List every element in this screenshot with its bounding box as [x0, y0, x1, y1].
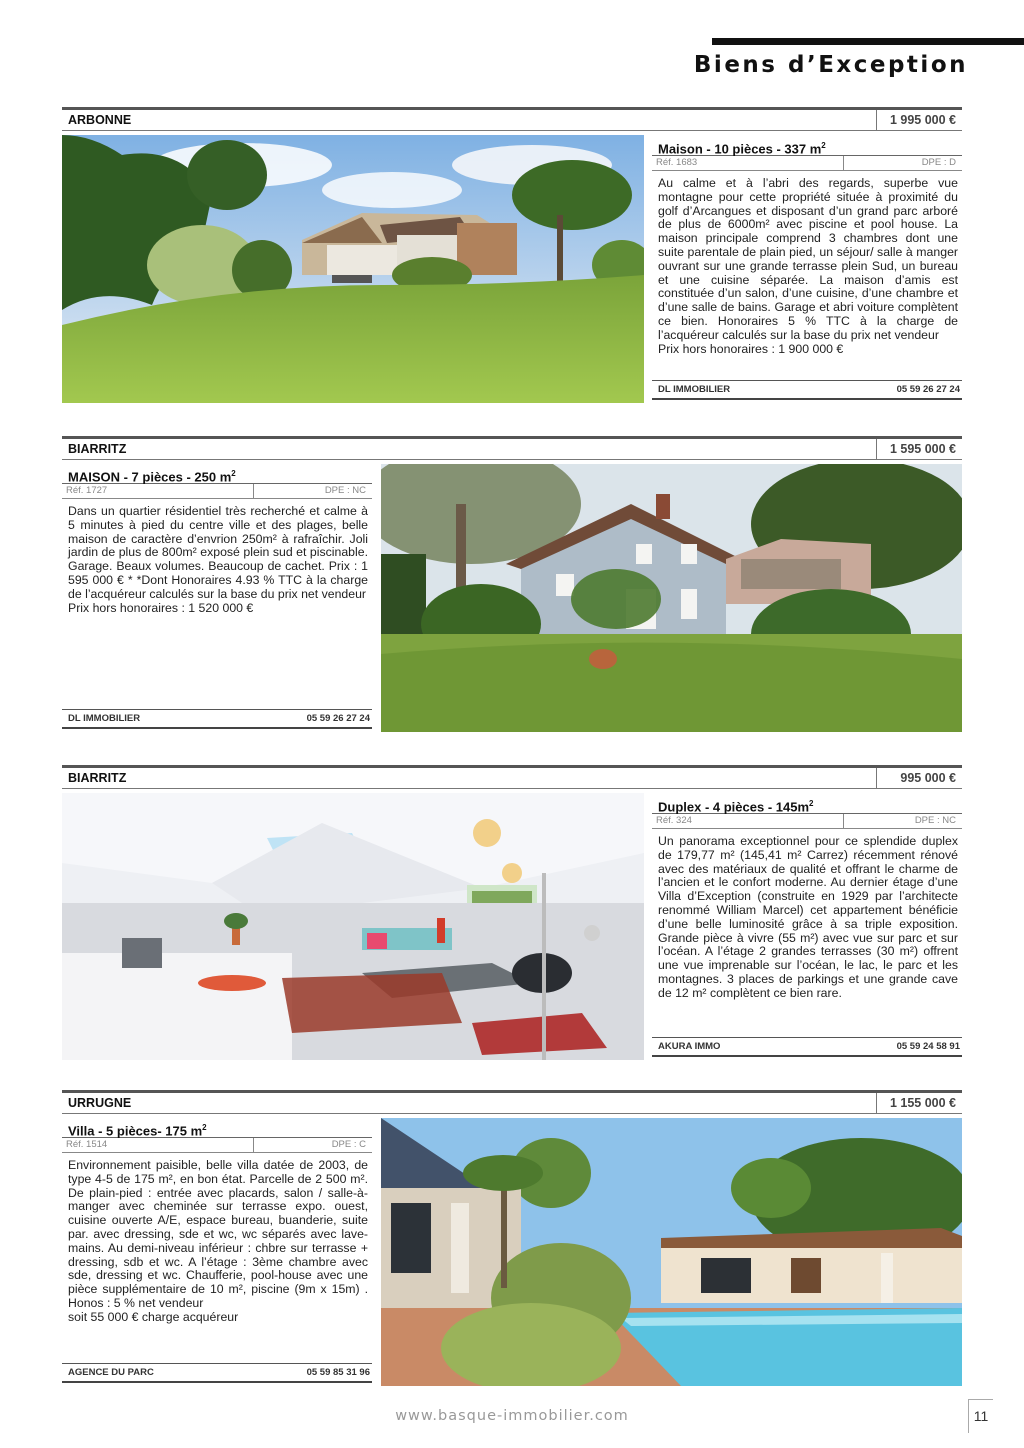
- listing-price: 995 000 €: [876, 768, 962, 788]
- page-title: Biens d’Exception: [693, 52, 968, 78]
- listing-city: ARBONNE: [68, 113, 132, 127]
- header-bar: [712, 38, 1024, 45]
- agency-name: DL IMMOBILIER: [658, 384, 731, 395]
- property-photo-villa-pool: [381, 1118, 962, 1386]
- listing-biarritz-maison: [62, 436, 962, 734]
- page-number: 11: [968, 1399, 993, 1433]
- listing-footer: [62, 709, 372, 729]
- agency-name: AGENCE DU PARC: [68, 1367, 154, 1378]
- listing-city: BIARRITZ: [68, 771, 127, 785]
- property-photo-garden-house: [62, 135, 644, 403]
- footer-website: www.basque-immobilier.com: [395, 1408, 629, 1424]
- listing-dpe: DPE : C: [331, 1139, 366, 1150]
- listing-title: Duplex - 4 pièces - $145m^2$: [652, 793, 962, 814]
- ref-row: [62, 484, 372, 499]
- agency-phone: 05 59 85 31 96: [306, 1367, 370, 1378]
- agency-phone: 05 59 26 27 24: [306, 713, 370, 724]
- listing-ref: Réf. 1683: [652, 156, 844, 170]
- listing-ref: Réf. 1514: [62, 1138, 254, 1152]
- listing-description: Environnement paisible, belle villa datée de 2003, de type 4-5 de 175 m², en bon état. Parcelle de 2 500 m². De plain-pied : entrée avec placards, salon / salle-à-manger avec cheminée sur terrasse expo. ouest, cuisine ouverte A/E, espace bureau, buanderie, suite par. avec dressing, sde et wc, wc séparés avec lave-mains. Au demi-niveau inférieur : chbre sur terrasse + dressing, sdb et wc. A l’étage : 3ème chambre avec sde, dressing et wc. Chaufferie, pool-house avec une pièce supplémentaire de 10 m², piscine (9m x 15m) . Honos : 5 % net vendeur soit 55 000 € charge acquéreur: [68, 1158, 368, 1324]
- listing-ref: Réf. 324: [652, 814, 844, 828]
- listing-footer: [652, 380, 962, 400]
- property-photo-basque-house: [381, 464, 962, 732]
- listing-description: Au calme et à l’abri des regards, superbe vue montagne pour cette propriété située à proximité du golf d’Arcangues et disposant d’un grand parc arboré de plus de 6000m² avec piscine et pool house. La maison principale comprend 3 chambres dont une suite parentale de plain pied, un séjour/ salle à manger ouvrant sur une grande terrasse plein Sud, un bureau et une cuisine séparée. La maison d’amis est constituée d’un salon, d’une cuisine, d’une chambre et d’une salle de bains. Garage et abri voiture complètent ce bien. Honoraires 5 % TTC à la charge de l’acquéreur calculés sur la base du prix net vendeur Prix hors honoraires : 1 900 000 €: [658, 176, 958, 356]
- property-photo-duplex-interior: [62, 793, 644, 1060]
- listing-price: 1 595 000 €: [876, 439, 962, 459]
- listing-extra: Prix hors honoraires : 1 520 000 €: [68, 600, 254, 615]
- listing-details: [652, 135, 962, 406]
- agency-phone: 05 59 26 27 24: [896, 384, 960, 395]
- ref-row: [62, 1138, 372, 1153]
- listing-extra: Prix hors honoraires : 1 900 000 €: [658, 341, 844, 356]
- agency-name: AKURA IMMO: [658, 1041, 721, 1052]
- listing-arbonne: [62, 107, 962, 406]
- listing-urrugne: [62, 1090, 962, 1388]
- listing-ref: Réf. 1727: [62, 484, 254, 498]
- ref-row: [652, 814, 962, 829]
- listing-details: [652, 793, 962, 1063]
- listing-dpe: DPE : NC: [914, 815, 956, 826]
- listing-biarritz-duplex: [62, 765, 962, 1063]
- listing-description: Un panorama exceptionnel pour ce splendide duplex de 179,77 m² (145,41 m² Carrez) récemment rénové avec des matériaux de qualité et offrant le charme de l’ancien et le confort moderne. Au dernier étage d’une Villa d’Exception (construite en 1929 par l’architecte renommé William Marcel) cet appartement bénéficie d’une belle luminosité grâce à sa triple exposition. Grande pièce à vivre (55 m²) avec vue sur parc et sur l’océan. A l’étage 2 grandes terrasses (30 m²) offrent une vue imprenable sur l’océan, le lac, le parc et les montagnes. 3 places de parkings et une grande cave de 12 m² complètent ce bien rare.: [658, 834, 958, 1000]
- listing-header: [62, 765, 962, 789]
- listing-footer: [652, 1037, 962, 1057]
- listing-dpe: DPE : D: [921, 157, 956, 168]
- listing-extra: soit 55 000 € charge acquéreur: [68, 1309, 239, 1324]
- listing-footer: [62, 1363, 372, 1383]
- listing-header: [62, 1090, 962, 1114]
- ref-row: [652, 156, 962, 171]
- listing-details: [62, 1117, 372, 1388]
- listing-details: [62, 463, 372, 734]
- listing-header: [62, 107, 962, 131]
- listing-description: Dans un quartier résidentiel très recherché et calme à 5 minutes à pied du centre ville et des plages, belle maison de caractère d’envrion 250m² à rafraîchir. Joli jardin de plus de 800m² exposé plein sud et piscinable. Garage. Beaux volumes. Beaucoup de cachet. Prix : 1 595 000 € * *Dont Honoraires 4.93 % TTC à la charge de l’acquéreur calculés sur la base du prix net vendeur Prix hors honoraires : 1 520 000 €: [68, 504, 368, 615]
- listing-city: URRUGNE: [68, 1096, 132, 1110]
- listing-price: 1 155 000 €: [876, 1093, 962, 1113]
- listing-title: Maison - 10 pièces - 337 $m^2$: [652, 135, 962, 156]
- listing-title: Villa - 5 pièces- 175 $m^2$: [62, 1117, 372, 1138]
- agency-name: DL IMMOBILIER: [68, 713, 141, 724]
- listing-header: [62, 436, 962, 460]
- listing-dpe: DPE : NC: [324, 485, 366, 496]
- listing-title: MAISON - 7 pièces - 250 $m^2$: [62, 463, 372, 484]
- listing-city: BIARRITZ: [68, 442, 127, 456]
- listing-price: 1 995 000 €: [876, 110, 962, 130]
- agency-phone: 05 59 24 58 91: [896, 1041, 960, 1052]
